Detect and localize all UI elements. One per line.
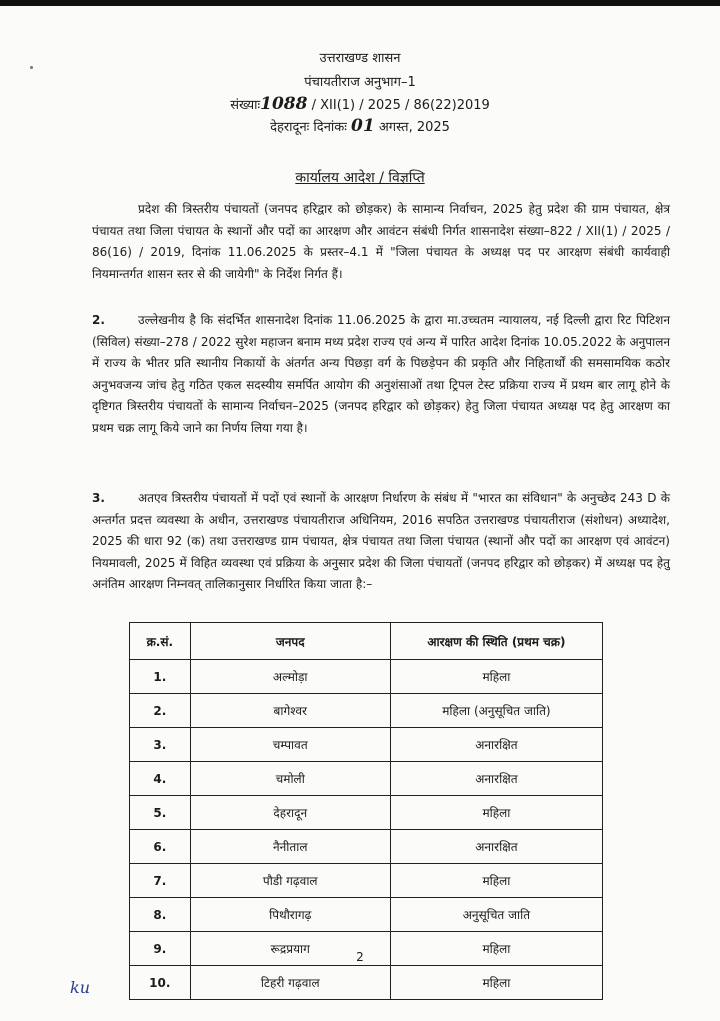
handwritten-initials: ku — [70, 978, 90, 997]
order-date-handwritten: 01 — [351, 116, 375, 136]
table-row — [130, 966, 603, 1000]
table-header-row — [130, 623, 603, 660]
serial-cell: 1. — [130, 660, 191, 694]
table-row — [130, 796, 603, 830]
district-cell: देहरादून — [190, 796, 390, 830]
district-cell: नैनीताल — [190, 830, 390, 864]
order-number-rest: / XII(1) / 2025 / 86(22)2019 — [311, 98, 490, 113]
table-row — [130, 694, 603, 728]
order-number — [0, 95, 720, 115]
paragraph-2-number: 2. — [92, 313, 105, 327]
table-row — [130, 728, 603, 762]
status-cell: महिला — [390, 864, 602, 898]
status-cell: अनारक्षित — [390, 830, 602, 864]
header-serial: क्र.सं. — [130, 623, 191, 660]
paragraph-3: अतएव त्रिस्तरीय पंचायतों में पदों एवं स्थानों के आरक्षण निर्धारण के संबंध में "भारत का संविधान" के अनुच्छेद 243 D के अन्तर्गत प्रदत्त व्यवस्था के अधीन, उत्तराखण्ड पंचायतीराज अधिनियम, 2016 सपठित उत्तराखण्ड पंचायतीराज (संशोधन) अध्यादेश, 2025 की धारा 92 (क) तथा उत्तराखण्ड ग्राम पंचायत, क्षेत्र पंचायत तथा जिला पंचायत (स्थानों और पदों का आरक्षण एवं आवंटन) नियमावली, 2025 में विहित व्यवस्था एवं प्रक्रिया के अनुसार प्रदेश की जिला पंचायतों (जनपद हरिद्वार को छोड़कर) में अध्यक्ष पद हेतु अनंतिम आरक्षण निम्नवत् तालिकानुसार निर्धारित किया जाता है:– — [92, 491, 670, 591]
serial-cell: 3. — [130, 728, 191, 762]
table-row — [130, 660, 603, 694]
status-cell: महिला — [390, 966, 602, 1000]
status-cell: महिला — [390, 796, 602, 830]
status-cell: अनारक्षित — [390, 728, 602, 762]
district-cell: बागेश्वर — [190, 694, 390, 728]
page-number: 2 — [356, 950, 364, 964]
serial-cell: 10. — [130, 966, 191, 1000]
order-number-handwritten: 1088 — [260, 94, 308, 114]
paragraph-3-number: 3. — [92, 491, 105, 505]
status-cell: महिला — [390, 932, 602, 966]
serial-cell: 9. — [130, 932, 191, 966]
status-cell: अनारक्षित — [390, 762, 602, 796]
status-cell: महिला (अनुसूचित जाति) — [390, 694, 602, 728]
serial-cell: 8. — [130, 898, 191, 932]
header-district: जनपद — [190, 623, 390, 660]
district-cell: रूद्रप्रयाग — [190, 932, 390, 966]
table-row — [130, 762, 603, 796]
document-title — [0, 168, 720, 188]
district-cell: चमोली — [190, 762, 390, 796]
table-row — [130, 898, 603, 932]
district-cell: पौडी गढ़वाल — [190, 864, 390, 898]
district-cell: पिथौरागढ़ — [190, 898, 390, 932]
header-reservation-status: आरक्षण की स्थिति (प्रथम चक्र) — [390, 623, 602, 660]
district-cell: टिहरी गढ़वाल — [190, 966, 390, 1000]
table-row — [130, 864, 603, 898]
serial-cell: 6. — [130, 830, 191, 864]
scan-top-border — [0, 0, 720, 6]
serial-cell: 7. — [130, 864, 191, 898]
paragraph-1: प्रदेश की त्रिस्तरीय पंचायतों (जनपद हरिद्वार को छोड़कर) के सामान्य निर्वाचन, 2025 हेतु प्रदेश की ग्राम पंचायत, क्षेत्र पंचायत तथा जिला पंचायत के स्थानों और पदों का आरक्षण और आवंटन संबंधी निर्गत शासनादेश संख्या–822 / XII(1) / 2025 / 86(16) / 2019, दिनांक 11.06.2025 के प्रस्तर–4.1 में "जिला पंचायत के अध्यक्ष पद पर आरक्षण संबंधी कार्यवाही नियमान्तर्गत शासन स्तर से की जायेगी" के निर्देश निर्गत हैं। — [92, 202, 670, 281]
order-date-rest: अगस्त, 2025 — [378, 120, 450, 135]
district-cell: चम्पावत — [190, 728, 390, 762]
status-cell: महिला — [390, 660, 602, 694]
order-date-prefix: देहरादूनः दिनांकः — [270, 120, 347, 135]
status-cell: अनुसूचित जाति — [390, 898, 602, 932]
government-name: उत्तराखण्ड शासन — [319, 51, 401, 66]
order-date — [0, 117, 720, 137]
serial-cell: 5. — [130, 796, 191, 830]
paragraph-2: उल्लेखनीय है कि संदर्भित शासनादेश दिनांक 11.06.2025 के द्वारा मा.उच्चतम न्यायालय, नई दिल्ली द्वारा रिट पिटिशन (सिविल) संख्या–278 / 2022 सुरेश महाजन बनाम मध्य प्रदेश राज्य एवं अन्य में पारित आदेश दिनांक 10.05.2022 के अनुपालन में राज्य के भीतर प्रति स्थानीय निकायों के अंतर्गत अन्य पिछड़ा वर्ग के पिछड़ेपन की प्रकृति और निहितार्थों की समसामयिक कठोर अनुभवजन्य जांच हेतु गठित एकल सदस्यीय समर्पित आयोग की अनुशंसाओं तथा ट्रिपल टेस्ट प्रक्रिया राज्य में प्रथम बार लागू होने के दृष्टिगत त्रिस्तरीय पंचायतों के सामान्य निर्वाचन–2025 (जनपद हरिद्वार को छोड़कर) हेतु जिला पंचायत अध्यक्ष पद हेतु आरक्षण का प्रथम चक्र लागू किये जाने का निर्णय लिया गया है। — [92, 313, 670, 435]
district-cell: अल्मोड़ा — [190, 660, 390, 694]
department-section: पंचायतीराज अनुभाग–1 — [304, 75, 416, 90]
document-title-text: कार्यालय आदेश / विज्ञप्ति — [295, 170, 425, 186]
reservation-table — [129, 622, 603, 1000]
order-number-label: संख्याः — [230, 98, 261, 113]
table-row — [130, 830, 603, 864]
serial-cell: 4. — [130, 762, 191, 796]
serial-cell: 2. — [130, 694, 191, 728]
